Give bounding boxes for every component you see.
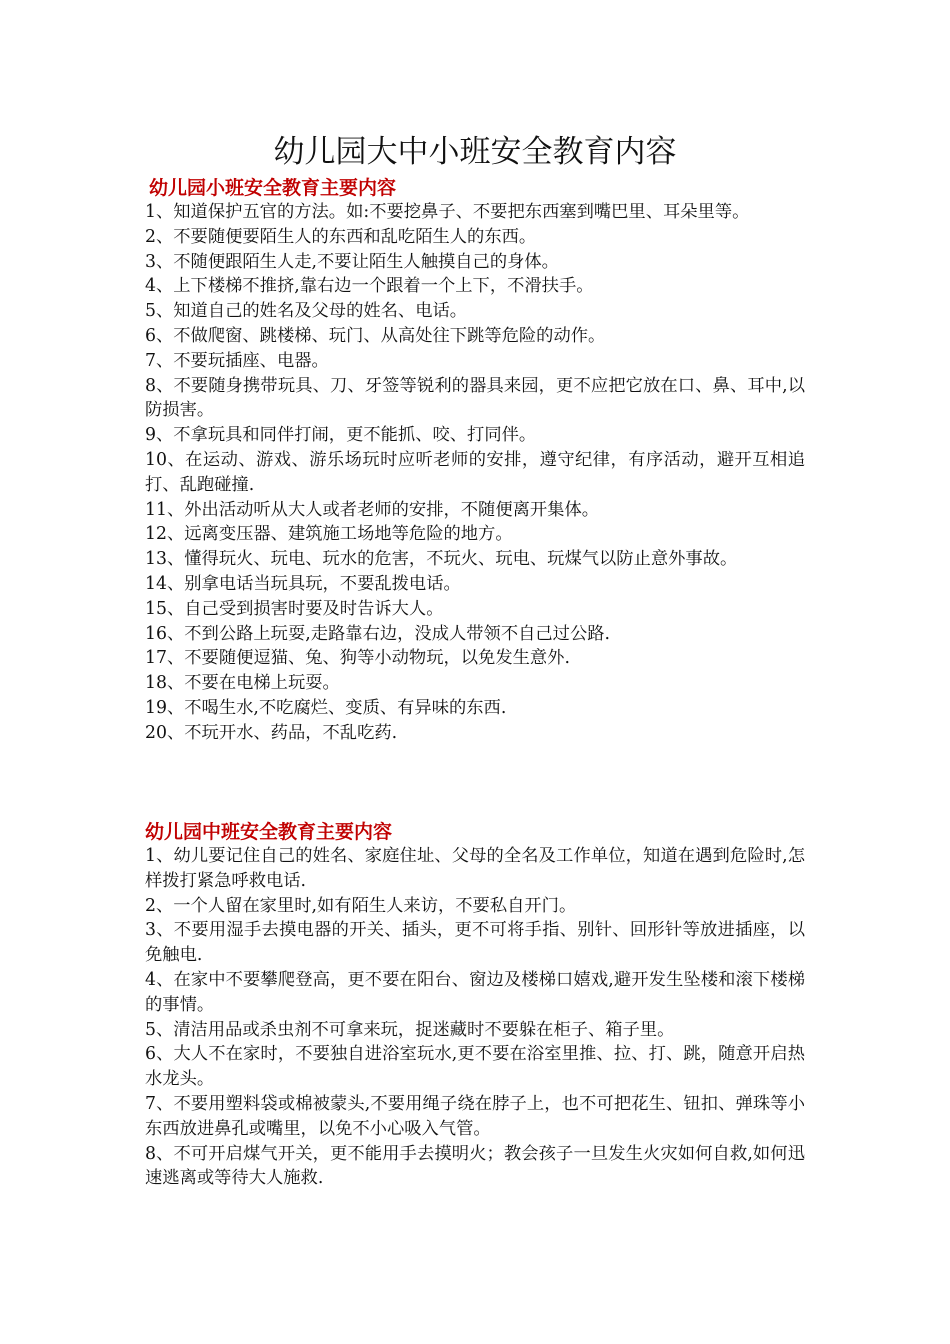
list-item: 9、不拿玩具和同伴打闹，更不能抓、咬、打同伴。: [145, 425, 537, 446]
list-item: 2、不要随便要陌生人的东西和乱吃陌生人的东西。: [145, 226, 537, 247]
section-small-class: [0, 176, 950, 746]
list-item: 8、不要随身携带玩具、刀、牙签等锐利的器具来园，更不应把它放在口、鼻、耳中,以防损害。: [145, 375, 805, 421]
list-item: 11、外出活动听从大人或者老师的安排，不随便离开集体。: [145, 499, 600, 520]
list-item: 1、幼儿要记住自己的姓名、家庭住址、父母的全名及工作单位，知道在遇到危险时,怎样拨打紧急呼救电话.: [145, 846, 805, 891]
document-title: 幼儿园大中小班安全教育内容: [273, 134, 677, 170]
list-item: 2、一个人留在家里时,如有陌生人来访，不要私自开门。: [145, 895, 577, 916]
list-item: 7、不要用塑料袋或棉被蒙头,不要用绳子绕在脖子上，也不可把花生、钮扣、弹珠等小东西放进鼻孔或嘴里，以免不小心吸入气管。: [145, 1093, 805, 1139]
list-item: 17、不要随便逗猫、兔、狗等小动物玩，以免发生意外.: [145, 648, 570, 669]
list-item: 5、清洁用品或杀虫剂不可拿来玩，捉迷藏时不要躲在柜子、箱子里。: [145, 1019, 675, 1040]
section-heading-middle-class: 幼儿园中班安全教育主要内容: [145, 821, 393, 843]
list-item: 14、别拿电话当玩具玩，不要乱拨电话。: [145, 573, 461, 594]
list-item: 4、上下楼梯不推挤,靠右边一个跟着一个上下，不滑扶手。: [145, 276, 594, 297]
list-item: 8、不可开启煤气开关，更不能用手去摸明火；教会孩子一旦发生火灾如何自救,如何迅速逃离或等待大人施救.: [145, 1143, 805, 1189]
item-list-middle-class: [0, 844, 950, 1191]
list-item: 19、不喝生水,不吃腐烂、变质、有异味的东西.: [145, 697, 507, 718]
section-heading-small-class: 幼儿园小班安全教育主要内容: [149, 177, 397, 199]
section-middle-class: [0, 820, 950, 1191]
list-item: 7、不要玩插座、电器。: [145, 350, 329, 371]
list-item: 12、远离变压器、建筑施工场地等危险的地方。: [145, 524, 513, 545]
list-item: 3、不随便跟陌生人走,不要让陌生人触摸自己的身体。: [145, 251, 559, 272]
list-item: 13、懂得玩火、玩电、玩水的危害，不玩火、玩电、玩煤气以防止意外事故。: [145, 549, 738, 570]
item-list-small-class: [0, 200, 950, 746]
list-item: 20、不玩开水、药品，不乱吃药.: [145, 722, 398, 743]
list-item: 6、不做爬窗、跳楼梯、玩门、从高处往下跳等危险的动作。: [145, 325, 606, 346]
list-item: 3、不要用湿手去摸电器的开关、插头，更不可将手指、别针、回形针等放进插座，以免触电.: [145, 920, 805, 966]
list-item: 4、在家中不要攀爬登高，更不要在阳台、窗边及楼梯口嬉戏,避开发生坠楼和滚下楼梯的事情。: [145, 969, 805, 1015]
list-item: 10、在运动、游戏、游乐场玩时应听老师的安排，遵守纪律，有序活动，避开互相追打、乱跑碰撞.: [145, 449, 805, 495]
list-item: 18、不要在电梯上玩耍。: [145, 673, 340, 694]
list-item: 5、知道自己的姓名及父母的姓名、电话。: [145, 301, 468, 322]
list-item: 6、大人不在家时，不要独自进浴室玩水,更不要在浴室里推、拉、打、跳，随意开启热水龙头。: [145, 1044, 805, 1090]
list-item: 15、自己受到损害时要及时告诉大人。: [145, 598, 444, 619]
list-item: 1、知道保护五官的方法。如:不要挖鼻子、不要把东西塞到嘴巴里、耳朵里等。: [145, 202, 750, 222]
list-item: 16、不到公路上玩耍,走路靠右边，没成人带领不自己过公路.: [145, 623, 611, 644]
